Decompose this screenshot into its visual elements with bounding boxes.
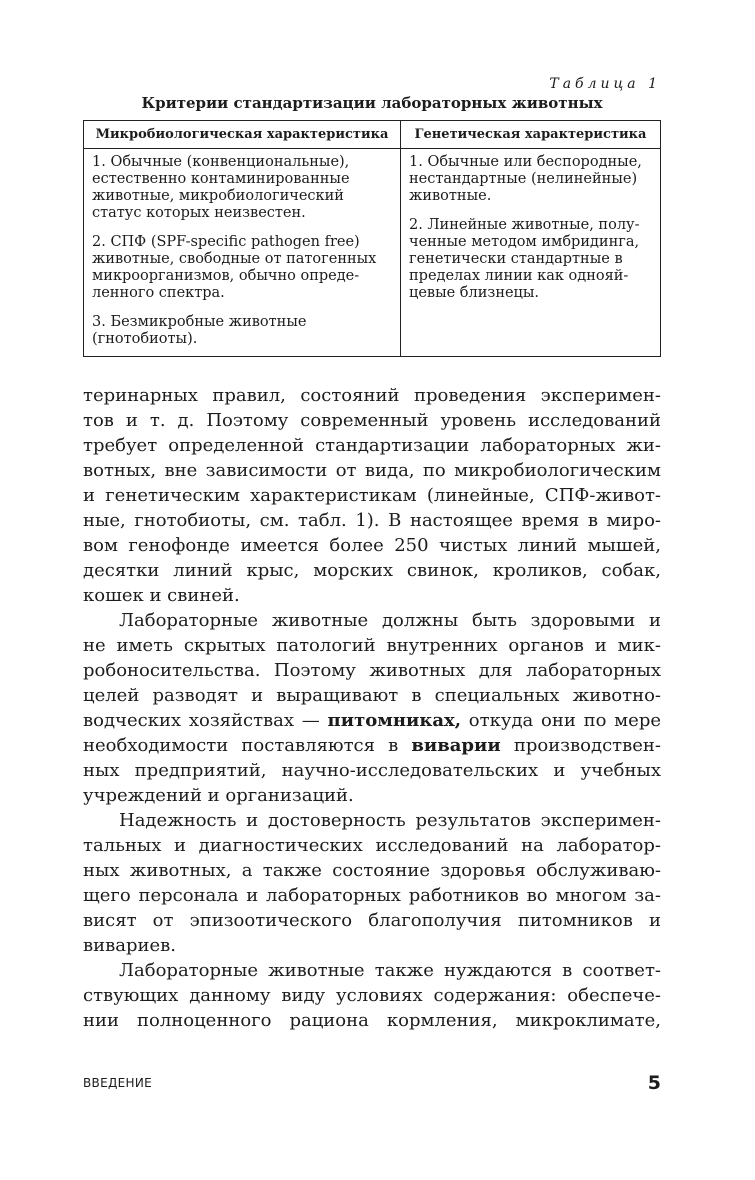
cell-line: ченные методом имбридинга, bbox=[409, 234, 640, 250]
body-line: Лабораторные животные также нуждаются в соответ- bbox=[119, 960, 661, 981]
table-cell-microbiological bbox=[92, 154, 392, 348]
body-line: вом генофонде имеется более 250 чистых линий мышей, bbox=[83, 535, 661, 556]
cell-item-outbred bbox=[409, 154, 657, 205]
body-paragraph bbox=[83, 383, 661, 608]
bold-term-nurseries: питомниках, bbox=[327, 710, 462, 731]
cell-line: животные. bbox=[409, 188, 492, 204]
cell-line: пределах линии как однояй- bbox=[409, 268, 629, 284]
cell-line: генетически стандартные в bbox=[409, 251, 623, 267]
body-line: Лабораторные животные должны быть здоровыми и bbox=[119, 610, 661, 631]
body-line: ные, гнотобиоты, см. табл. 1). В настоящее время в миро- bbox=[83, 510, 661, 531]
body-line: ствующих данному виду условиях содержания: обеспече- bbox=[83, 985, 661, 1006]
bold-term-vivarium: виварии bbox=[411, 735, 501, 756]
table-number-label: Таблица 1 bbox=[549, 76, 661, 92]
body-line: щего персонала и лабораторных работников во многом за- bbox=[83, 885, 661, 906]
body-line: не иметь скрытых патологий внутренних органов и мик- bbox=[83, 635, 661, 656]
body-line: кошек и свиней. bbox=[83, 585, 240, 606]
cell-line: 2. Линейные животные, полу- bbox=[409, 217, 640, 233]
body-text-run: откуда они по мере bbox=[461, 710, 661, 731]
running-footer-section: ВВЕДЕНИЕ bbox=[83, 1076, 152, 1090]
table-header-genetic: Генетическая характеристика bbox=[414, 127, 647, 142]
body-text-run: необходимости поставляются в bbox=[83, 735, 412, 756]
cell-item-spf bbox=[92, 234, 392, 302]
body-line: Надежность и достоверность результатов эксперимен- bbox=[119, 810, 661, 831]
body-paragraph bbox=[83, 608, 661, 808]
cell-line: статус которых неизвестен. bbox=[92, 205, 306, 221]
cell-line: 2. СПФ (SPF-specific pathogen free) bbox=[92, 234, 360, 250]
body-line bbox=[83, 733, 661, 758]
body-text-run: производствен- bbox=[500, 735, 661, 756]
body-line: десятки линий крыс, морских свинок, кроликов, собак, bbox=[83, 560, 661, 581]
body-line: ных животных, а также состояние здоровья обслуживаю- bbox=[83, 860, 661, 881]
cell-line: естественно контаминированные bbox=[92, 171, 350, 187]
body-text bbox=[83, 383, 661, 1033]
page-number: 5 bbox=[647, 1072, 661, 1094]
cell-item-inbred bbox=[409, 217, 657, 302]
cell-line: животные, микробиологический bbox=[92, 188, 344, 204]
cell-line: микроорганизмов, обычно опреде- bbox=[92, 268, 360, 284]
table-header-microbiological: Микробиологическая характеристика bbox=[95, 127, 389, 142]
body-line: вотных, вне зависимости от вида, по микробиологическим bbox=[83, 460, 661, 481]
cell-line: 1. Обычные (конвенциональные), bbox=[92, 154, 350, 170]
criteria-table bbox=[83, 120, 661, 357]
body-text-run: водческих хозяйствах — bbox=[83, 710, 328, 731]
body-paragraph bbox=[83, 808, 661, 958]
body-line: вивариев. bbox=[83, 935, 177, 956]
cell-item-conventional bbox=[92, 154, 392, 222]
body-paragraph bbox=[83, 958, 661, 1033]
body-line: тальных и диагностических исследований на лаборатор- bbox=[83, 835, 661, 856]
cell-line: (гнотобиоты). bbox=[92, 331, 198, 347]
body-line: требует определенной стандартизации лабораторных жи- bbox=[83, 435, 661, 456]
body-line bbox=[83, 708, 661, 733]
body-line: нии полноценного рациона кормления, микроклимате, bbox=[83, 1010, 661, 1031]
body-line: ных предприятий, научно-исследовательских и учебных bbox=[83, 760, 661, 781]
cell-line: ленного спектра. bbox=[92, 285, 225, 301]
column-divider bbox=[400, 121, 401, 356]
body-line: висят от эпизоотического благополучия питомников и bbox=[83, 910, 661, 931]
cell-line: животные, свободные от патогенных bbox=[92, 251, 377, 267]
body-line: робоносительства. Поэтому животных для лабораторных bbox=[83, 660, 661, 681]
cell-line: 1. Обычные или беспородные, bbox=[409, 154, 642, 170]
header-divider bbox=[84, 148, 660, 149]
body-line: теринарных правил, состояний проведения эксперимен- bbox=[83, 385, 661, 406]
cell-line: цевые близнецы. bbox=[409, 285, 540, 301]
table-cell-genetic bbox=[409, 154, 657, 302]
body-line: тов и т. д. Поэтому современный уровень исследований bbox=[83, 410, 661, 431]
cell-line: 3. Безмикробные животные bbox=[92, 314, 307, 330]
cell-line: нестандартные (нелинейные) bbox=[409, 171, 638, 187]
body-line: учреждений и организаций. bbox=[83, 785, 354, 806]
body-line: целей разводят и выращивают в специальных животно- bbox=[83, 685, 661, 706]
table-title: Критерии стандартизации лабораторных животных bbox=[141, 94, 603, 112]
cell-item-germfree bbox=[92, 314, 392, 348]
body-line: и генетическим характеристикам (линейные, СПФ-живот- bbox=[83, 485, 661, 506]
